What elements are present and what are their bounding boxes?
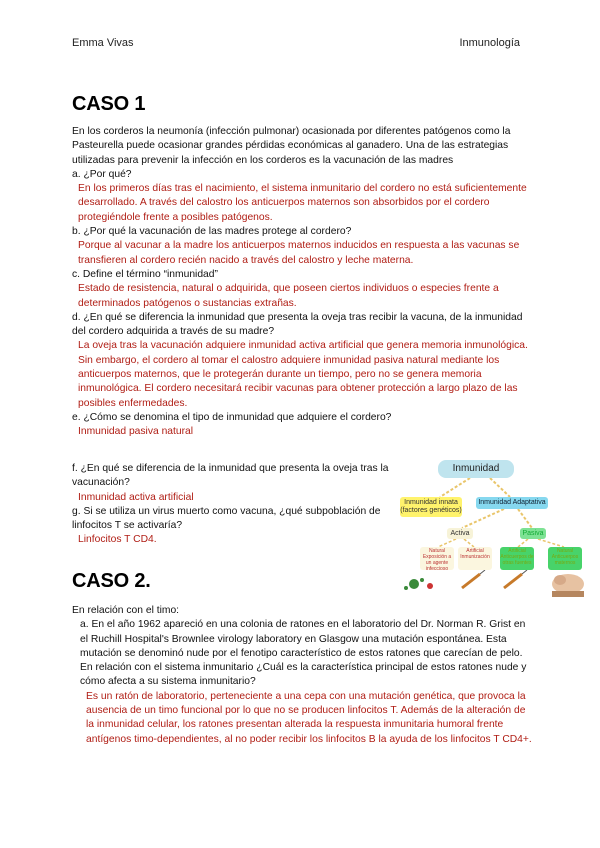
syringe-icon-2 [504, 570, 527, 588]
caso1-intro: En los corderos la neumonía (infección pulmonar) ocasionada por diferentes patógenos como la Pasteurella puede ocasionar grandes pérdidas económicas al ganadero. Una de las estrategias utilizadas para prevenir la infección en los corderos es la vacunación de las madres [72, 126, 511, 166]
question-g: g. Si se utiliza un virus muerto como vacuna, ¿qué subpoblación de linfocitos T se activaría? [72, 505, 381, 532]
caso2-intro: En relación con el timo: [72, 605, 180, 616]
diagram-passive: Pasiva [520, 528, 546, 539]
caso2-question-a: a. En el año 1962 apareció en una colonia de ratones en el laboratorio del Dr. Norman R. Grist en el Ruchill Hospital's Brownlee virology laboratory en Glasgow una mutación espontánea. Esta mutación se denominó nude por el fenotipo característico de estos ratones que carecían de pelo. En relación con el sistema inmunitario ¿Cuál es la característica principal de estos ratones nude y cómo afecta a su sistema inmunitario? [80, 619, 527, 688]
caso2-answer-a: Es un ratón de laboratorio, perteneciente a una cepa con una mutación genética, que provoca la ausencia de un timo funcional por lo que no se producen linfocitos T. Además de la alteración de la inmunidad celular, los ratones presentan alterada la respuesta inmunitaria humoral frente antígenos timo-dependientes, al no poder recibir los linfocitos B la ayuda de los linfocitos T CD4+. [86, 690, 532, 745]
syringe-icon [462, 570, 485, 588]
answer-e: Inmunidad pasiva natural [78, 426, 194, 438]
diagram-active: Activa [447, 528, 473, 539]
diagram-artificial-active: Artificial Inmunización [458, 547, 492, 570]
answer-g: Linfocitos T CD4. [78, 534, 157, 546]
question-d: d. ¿En qué se diferencia la inmunidad que presenta la oveja tras recibir la vacuna, de la inmunidad del cordero adquirida a través de su madre? [72, 311, 523, 338]
question-e: e. ¿Cómo se denomina el tipo de inmunidad que adquiere el cordero? [72, 411, 392, 423]
question-b: b. ¿Por qué la vacunación de las madres protege al cordero? [72, 226, 352, 238]
caso2-title: CASO 2. [72, 570, 151, 592]
answer-c: Estado de resistencia, natural o adquirida, que poseen ciertos individuos o especies frente a determinados patógenos o sustancias extrañas. [78, 283, 499, 309]
caso1-title: CASO 1 [72, 93, 146, 115]
diagram-artificial-passive: Artificial Anticuerpos de otras fuentes [500, 547, 534, 570]
diagram-connectors [400, 460, 590, 605]
diagram-natural-passive: Natural Anticuerpos maternos [548, 547, 582, 570]
question-c: c. Define el término “inmunidad” [72, 268, 218, 280]
header-author: Emma Vivas [72, 37, 134, 49]
caso1-body-narrow [72, 462, 392, 548]
answer-b: Porque al vacunar a la madre los anticuerpos maternos inducidos en respuesta a las vacunas se transfieren al cordero recién nacido a través del calostro y leche materna. [78, 240, 520, 266]
diagram-innate: Inmunidad innata (factores genéticos) [400, 497, 462, 517]
virus-icon [404, 578, 433, 590]
question-f: f. ¿En qué se diferencia de la inmunidad que presenta la oveja tras la vacunación? [72, 463, 389, 489]
answer-f: Inmunidad activa artificial [78, 491, 194, 503]
header-subject: Inmunología [459, 37, 520, 49]
answer-a: En los primeros días tras el nacimiento, el sistema inmunitario del cordero no está suficientemente desarrollado. A través del calostro los anticuerpos maternos son absorbidos por el cordero protegiéndole frente a posibles patógenos. [78, 183, 527, 223]
question-a: a. ¿Por qué? [72, 168, 132, 180]
caso1-body [72, 125, 532, 440]
immunity-diagram [400, 460, 590, 605]
diagram-title: Inmunidad [438, 460, 514, 478]
mother-baby-icon [552, 574, 584, 597]
caso2-body [72, 604, 532, 747]
answer-d: La oveja tras la vacunación adquiere inmunidad activa artificial que genera memoria inmunológica. Sin embargo, el cordero al tomar el calostro adquiere inmunidad pasiva natural mediante los anticuerpos maternos, que le protegerán durante un tiempo, pero no se genera memoria inmunológica. El cordero necesitará recibir vacunas para obtener protección a largo plazo de las posibles enfermedades. [78, 340, 528, 409]
diagram-adaptive: Inmunidad Adaptativa [476, 497, 548, 509]
diagram-natural-active: Natural Exposición a un agente infeccioso [420, 547, 454, 570]
